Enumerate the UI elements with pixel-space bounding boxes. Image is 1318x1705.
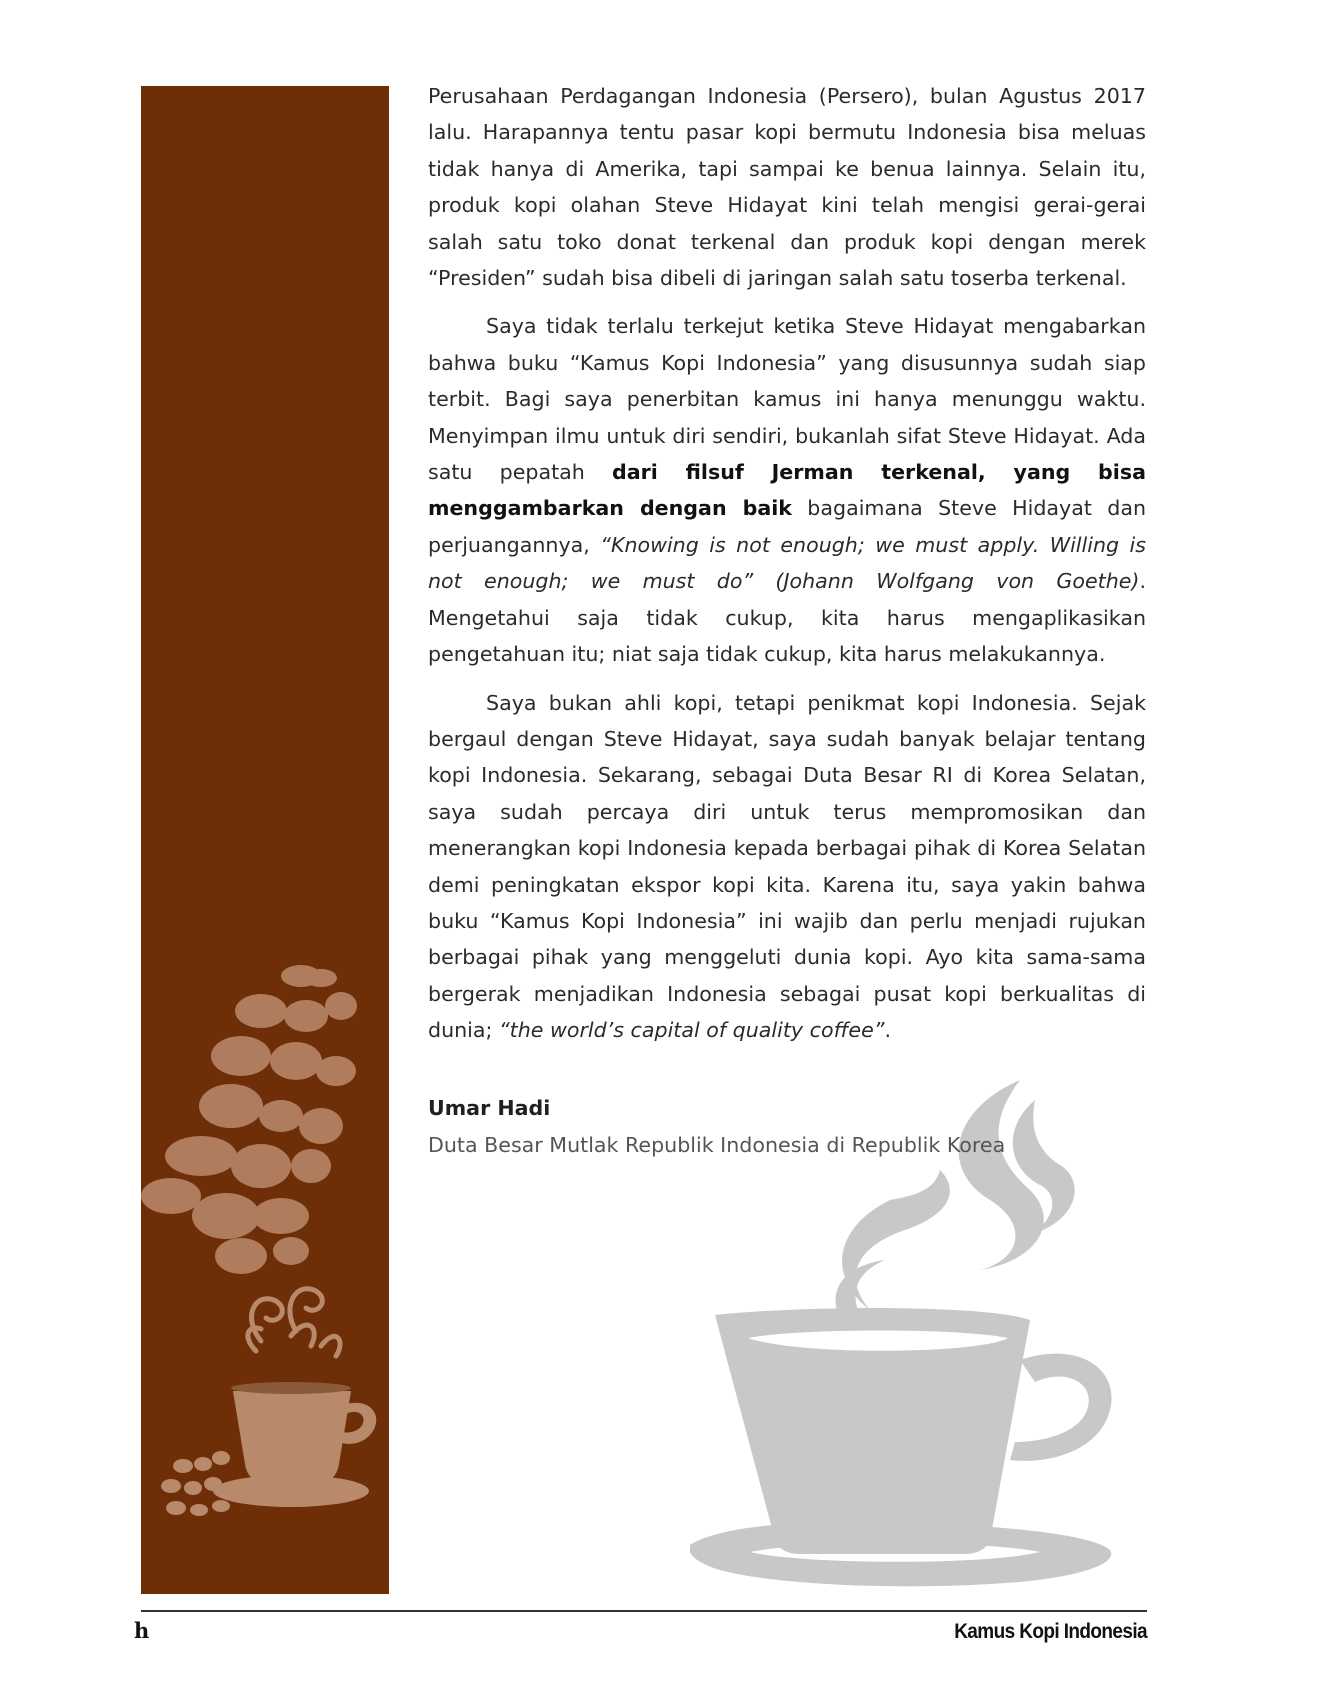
coffee-bean-cup-illustration	[141, 86, 389, 1594]
foreword-body	[428, 78, 1146, 1061]
goethe-quote: “Knowing is not enough; we must apply. Willing is not enough; we must do” (Johann Wolfgang von Goethe)	[428, 532, 1146, 594]
footer-divider	[141, 1610, 1147, 1612]
closing-quote: “the world’s capital of quality coffee”	[499, 1018, 885, 1043]
paragraph-2-text-c: . Mengetahui saja tidak cukup, kita harus mengaplikasikan pengetahuan itu; niat saja tidak cukup, kita harus melakukannya.	[428, 569, 1146, 667]
paragraph-2-bold-text: dari filsuf Jerman terkenal, yang bisa menggambarkan dengan baik	[428, 460, 1147, 521]
steam-icon	[248, 1289, 340, 1356]
coffee-beans-icon	[141, 965, 357, 1274]
paragraph-3	[428, 685, 1146, 1049]
paragraph-3-text-b: .	[884, 1018, 891, 1043]
paragraph-3-text-a: Saya bukan ahli kopi, tetapi penikmat kopi Indonesia. Sejak bergaul dengan Steve Hidayat, saya sudah banyak belajar tentang kopi Indonesia. Sekarang, sebagai Duta Besar RI di Korea Selatan, saya sudah percaya diri untuk terus mempromosikan dan menerangkan kopi Indonesia kepada berbagai pihak di Korea Selatan demi peningkatan ekspor kopi kita. Karena itu, saya yakin bahwa buku “Kamus Kopi Indonesia” ini wajib dan perlu menjadi rujukan berbagai pihak yang menggeluti dunia kopi. Ayo kita sama-sama bergerak menjadikan Indonesia sebagai pusat kopi berkualitas di dunia;	[428, 690, 1146, 1043]
paragraph-2	[428, 308, 1146, 672]
signatory-name: Umar Hadi	[428, 1096, 551, 1120]
footer-book-title: Kamus Kopi Indonesia	[954, 1620, 1147, 1644]
decorative-sidebar	[141, 86, 389, 1594]
cup-icon	[213, 1382, 376, 1507]
paragraph-2-text-b: bagaimana Steve Hidayat dan perjuangannya,	[428, 496, 1146, 557]
paragraph-1-text: Perusahaan Perdagangan Indonesia (Persero), bulan Agustus 2017 lalu. Harapannya tentu pasar kopi bermutu Indonesia bisa meluas tidak hanya di Amerika, tapi sampai ke benua lainnya. Selain itu, produk kopi olahan Steve Hidayat kini telah mengisi gerai-gerai salah satu toko donat terkenal dan produk kopi dengan merek “Presiden” sudah bisa dibeli di jaringan salah satu toserba terkenal.	[428, 84, 1146, 291]
page-number: h	[134, 1618, 150, 1643]
paragraph-2-text-a: Saya tidak terlalu terkejut ketika Steve Hidayat mengabarkan bahwa buku “Kamus Kopi Indonesia” yang disusunnya sudah siap terbit. Bagi saya penerbitan kamus ini hanya menunggu waktu. Menyimpan ilmu untuk diri sendiri, bukanlah sifat Steve Hidayat. Ada satu pepatah	[428, 314, 1146, 485]
signatory-title: Duta Besar Mutlak Republik Indonesia di Republik Korea	[428, 1133, 1006, 1157]
paragraph-1	[428, 78, 1146, 296]
small-beans-icon	[161, 1451, 230, 1516]
